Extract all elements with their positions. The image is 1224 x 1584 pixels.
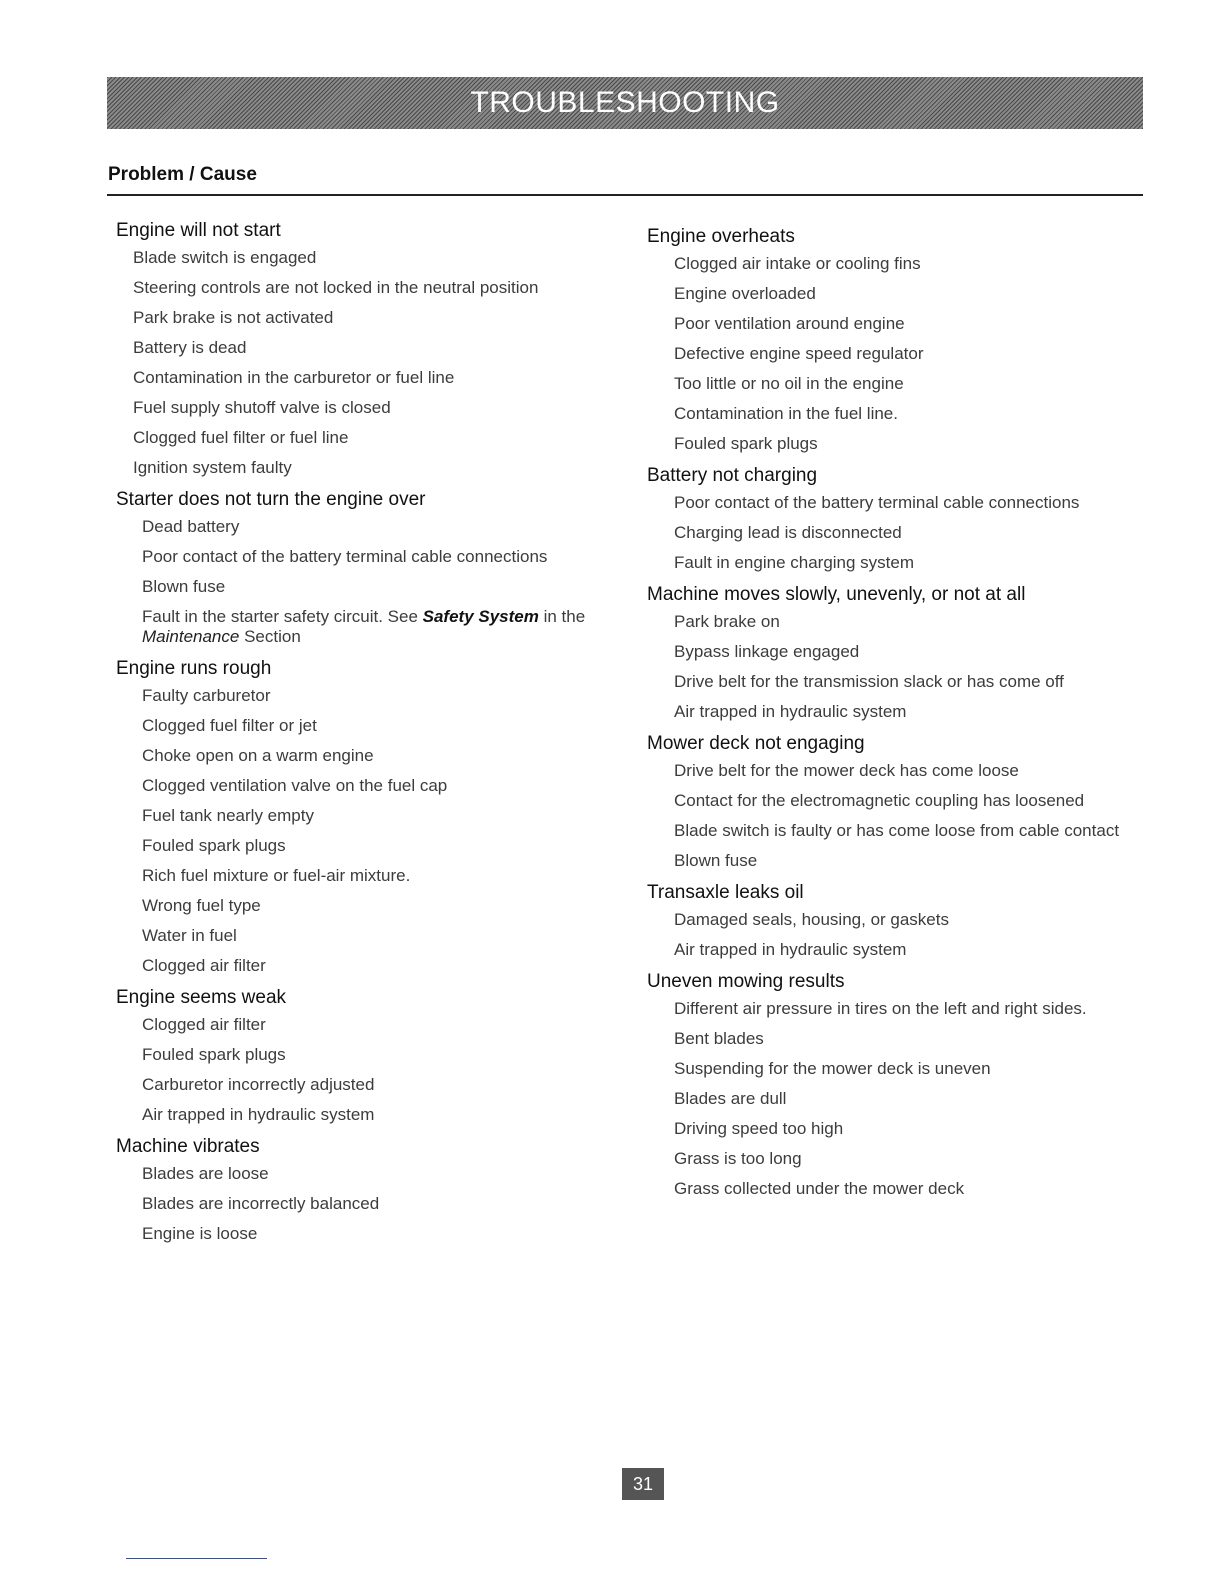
cause-item: Bent blades bbox=[674, 1029, 764, 1048]
problem-section bbox=[647, 732, 1127, 871]
cause-item: Air trapped in hydraulic system bbox=[674, 702, 907, 721]
cause-item: Too little or no oil in the engine bbox=[674, 374, 904, 393]
cause-item: Battery is dead bbox=[133, 338, 247, 357]
problem-section bbox=[116, 657, 596, 976]
cause-list bbox=[647, 254, 1127, 454]
cause-list bbox=[116, 686, 596, 976]
problem-heading: Engine overheats bbox=[647, 226, 795, 247]
footer-underline bbox=[126, 1558, 267, 1559]
cause-list bbox=[116, 1015, 596, 1125]
problem-section bbox=[116, 1135, 596, 1244]
cause-item: Defective engine speed regulator bbox=[674, 344, 924, 363]
cause-item: Dead battery bbox=[142, 517, 240, 536]
cause-item: Blades are incorrectly balanced bbox=[142, 1194, 380, 1213]
cause-item: Contact for the electromagnetic coupling has loosened bbox=[674, 791, 1085, 810]
cause-item: Contamination in the carburetor or fuel line bbox=[133, 368, 455, 387]
cause-list bbox=[647, 910, 1127, 960]
problem-heading: Transaxle leaks oil bbox=[647, 882, 804, 903]
cause-item: Choke open on a warm engine bbox=[142, 746, 374, 765]
cause-item: Air trapped in hydraulic system bbox=[674, 940, 907, 959]
column-heading: Problem / Cause bbox=[108, 164, 257, 185]
title-banner bbox=[107, 77, 1143, 129]
cause-item: Drive belt for the transmission slack or has come off bbox=[674, 672, 1064, 691]
cause-item: Clogged fuel filter or fuel line bbox=[133, 428, 349, 447]
cause-item: Clogged air filter bbox=[142, 956, 266, 975]
problem-heading: Battery not charging bbox=[647, 465, 818, 486]
cause-item: Poor ventilation around engine bbox=[674, 314, 905, 333]
right-column bbox=[647, 225, 1127, 1209]
cause-item: Engine overloaded bbox=[674, 284, 816, 303]
problem-section bbox=[647, 464, 1127, 573]
cause-item: Poor contact of the battery terminal cable connections bbox=[142, 547, 548, 566]
problem-heading: Machine moves slowly, unevenly, or not at all bbox=[647, 584, 1026, 605]
cause-item: Damaged seals, housing, or gaskets bbox=[674, 910, 949, 929]
maintenance-reference: Maintenance bbox=[142, 627, 240, 646]
cause-item: Drive belt for the mower deck has come loose bbox=[674, 761, 1019, 780]
problem-section bbox=[647, 583, 1127, 722]
cause-item: Grass is too long bbox=[674, 1149, 802, 1168]
cause-item: Blown fuse bbox=[674, 851, 758, 870]
cause-item: Clogged ventilation valve on the fuel cap bbox=[142, 776, 448, 795]
cause-item: Engine is loose bbox=[142, 1224, 258, 1243]
cause-list bbox=[647, 999, 1127, 1199]
cause-item: Fouled spark plugs bbox=[142, 836, 286, 855]
cause-item: Fouled spark plugs bbox=[674, 434, 818, 453]
cause-list bbox=[116, 1164, 596, 1244]
cause-item: Fuel tank nearly empty bbox=[142, 806, 314, 825]
safety-system-reference: Safety System bbox=[422, 607, 539, 626]
cause-item: Blades are dull bbox=[674, 1089, 787, 1108]
page-number: 31 bbox=[622, 1468, 664, 1500]
cause-item: Wrong fuel type bbox=[142, 896, 261, 915]
cause-item: Blown fuse bbox=[142, 577, 226, 596]
cause-item-safety-reference bbox=[142, 607, 596, 647]
cause-item: Faulty carburetor bbox=[142, 686, 271, 705]
problem-heading: Starter does not turn the engine over bbox=[116, 489, 426, 510]
cause-item: Ignition system faulty bbox=[133, 458, 292, 477]
cause-item: Different air pressure in tires on the left and right sides. bbox=[674, 999, 1087, 1018]
cause-item: Clogged air intake or cooling fins bbox=[674, 254, 921, 273]
cause-item: Clogged fuel filter or jet bbox=[142, 716, 317, 735]
cause-list bbox=[116, 517, 596, 647]
cause-item: Blade switch is faulty or has come loose from cable contact bbox=[674, 821, 1120, 840]
cause-item: Contamination in the fuel line. bbox=[674, 404, 898, 423]
cause-item: Suspending for the mower deck is uneven bbox=[674, 1059, 991, 1078]
cause-item: Poor contact of the battery terminal cable connections bbox=[674, 493, 1080, 512]
problem-heading: Engine runs rough bbox=[116, 658, 272, 679]
cause-item: Fouled spark plugs bbox=[142, 1045, 286, 1064]
cause-item: Fault in engine charging system bbox=[674, 553, 915, 572]
cause-item: Clogged air filter bbox=[142, 1015, 266, 1034]
cause-text: Section bbox=[239, 627, 301, 646]
problem-heading: Uneven mowing results bbox=[647, 971, 845, 992]
problem-section bbox=[116, 488, 596, 647]
problem-section bbox=[647, 881, 1127, 960]
cause-list bbox=[647, 493, 1127, 573]
problem-section bbox=[116, 986, 596, 1125]
cause-list bbox=[647, 761, 1127, 871]
cause-item: Charging lead is disconnected bbox=[674, 523, 902, 542]
cause-item: Water in fuel bbox=[142, 926, 237, 945]
cause-item: Park brake is not activated bbox=[133, 308, 334, 327]
problem-heading: Mower deck not engaging bbox=[647, 733, 865, 754]
cause-item: Air trapped in hydraulic system bbox=[142, 1105, 375, 1124]
cause-item: Driving speed too high bbox=[674, 1119, 844, 1138]
cause-list bbox=[116, 248, 596, 478]
problem-section bbox=[116, 219, 596, 478]
cause-item: Park brake on bbox=[674, 612, 780, 631]
cause-item: Steering controls are not locked in the neutral position bbox=[133, 278, 539, 297]
problem-section bbox=[647, 970, 1127, 1199]
cause-text: in the bbox=[538, 607, 586, 626]
problem-heading: Machine vibrates bbox=[116, 1136, 260, 1157]
cause-item: Blade switch is engaged bbox=[133, 248, 317, 267]
problem-heading: Engine will not start bbox=[116, 220, 281, 241]
cause-item: Carburetor incorrectly adjusted bbox=[142, 1075, 375, 1094]
cause-item: Rich fuel mixture or fuel-air mixture. bbox=[142, 866, 411, 885]
page-title: TROUBLESHOOTING bbox=[470, 86, 780, 119]
cause-item: Fuel supply shutoff valve is closed bbox=[133, 398, 391, 417]
left-column bbox=[116, 219, 596, 1254]
problem-section bbox=[647, 225, 1127, 454]
cause-list bbox=[647, 612, 1127, 722]
cause-item: Grass collected under the mower deck bbox=[674, 1179, 965, 1198]
heading-divider bbox=[107, 194, 1143, 196]
cause-item: Blades are loose bbox=[142, 1164, 269, 1183]
problem-heading: Engine seems weak bbox=[116, 987, 287, 1008]
cause-text: Fault in the starter safety circuit. See bbox=[142, 607, 423, 626]
cause-item: Bypass linkage engaged bbox=[674, 642, 860, 661]
